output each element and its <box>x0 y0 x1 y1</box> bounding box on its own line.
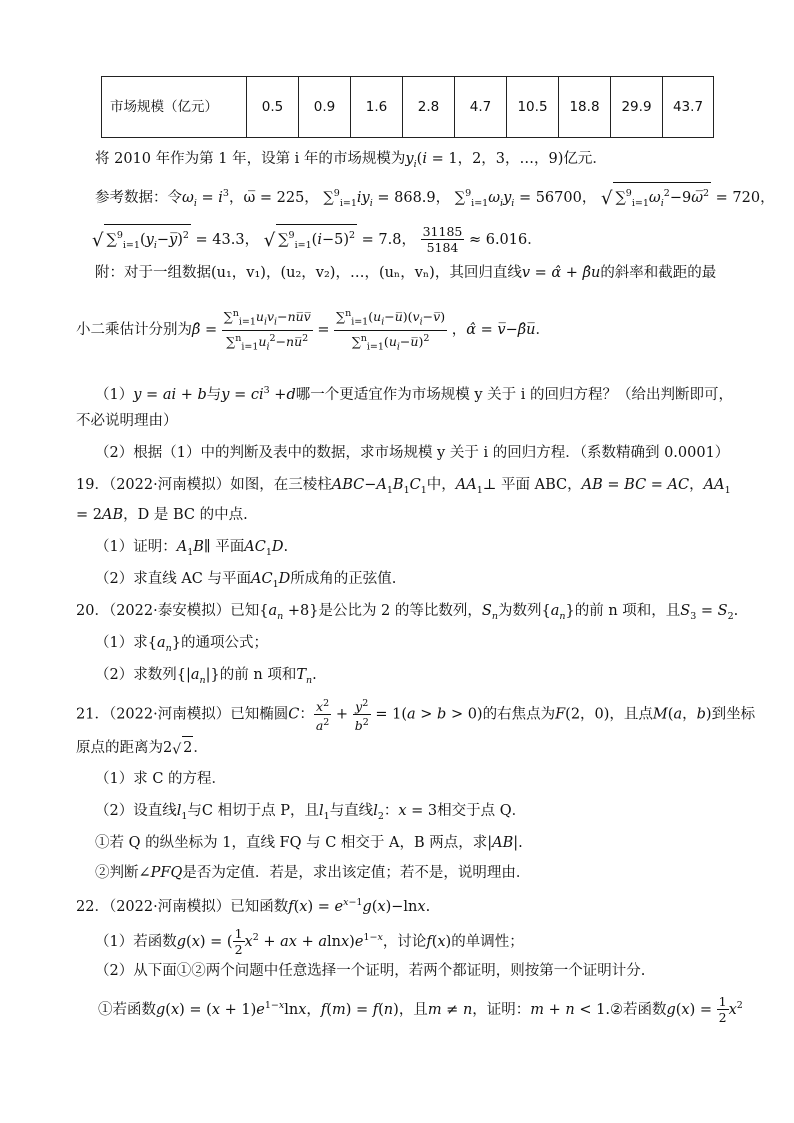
q21-stem-cont: 原点的距离为2√ 2． <box>76 736 794 761</box>
q21-choice1: ①若 Q 的纵坐标为 1，直线 FQ 与 C 相交于 A，B 两点，求|AB|. <box>95 835 523 851</box>
attach-line: 附：对于一组数据(u₁，v₁)，(u₂，v₂)，…，(uₙ，vₙ)，其回归直线v = α̂ + β̂u的斜率和截距的最 <box>95 265 717 281</box>
table-cell: 10.5 <box>507 77 559 138</box>
table-cell: 4.7 <box>455 77 507 138</box>
q22-part2: （2）从下面①②两个问题中任意选择一个证明，若两个都证明，则按第一个证明计分. <box>95 963 646 979</box>
least-squares-formula: 小二乘估计分别为β̂ = $\frac{\sum^n_{i=1}u_iv_i-nu̅v̅}{\sum^n_{i=1}u_i^2-nu̅^2}$ = $\frac{\sum^n_{i=1}(u_i-u̅)(v_i-v̅)}{\sum^n_{i=1}(u_i-u̅)^2}$ ，α̂ = v̅−β̂u̅． <box>76 308 550 353</box>
setup-line: 将 2010 年作为第 1 年，设第 i 年的市场规模为$y_i(i = 1$，2，3，…，9)亿元． <box>95 151 607 170</box>
q20-part1: （1）求$\{a_n\}$的通项公式； <box>95 635 268 654</box>
table-cell: 0.9 <box>299 77 351 138</box>
q22-choices: ①若函数$g(x) = (x + 1)e^{1-x}\ln x$，f(m) = f(n)，且m ≠ n，证明：m + n < 1.②若函数g(x) = $\frac{1}{2}$ $x^2$ <box>98 994 743 1026</box>
q18-part2: （2）根据（1）中的判断及表中的数据，求市场规模 y 关于 i 的回归方程．（系数精确到 0.0001） <box>95 445 730 461</box>
reference-data-line-1: 参考数据：令$\omega_i = i^3$，ω̅ = 225， $\sum^9_{i=1}iy_i = 868.9$， $\sum^9_{i=1}\omega_iy_i = 56700$， √ $\sum^9_{i=1}\omega_i^2-9\omega̅^2 = 720$， <box>95 182 794 215</box>
reference-data-line-2: √ $\sum^9_{i=1}(y_i-y̅)^2 = 43.3$， √ $\sum^9_{i=1}(i-5)^2 = 7.8$， $\frac{31185}{5184}$ ≈ 6.016． <box>92 224 542 256</box>
q22-part1: （1）若函数g(x) = ( $\frac{1}{2}$ $x^2$ + ax + $alnx)e^{1-x}$，讨论f(x)的单调性； <box>95 926 524 958</box>
q22-stem: 22．（2022·河南模拟）已知函数$f(x) = e^{x-1}g(x)-\ln x$. <box>76 897 431 915</box>
q19-part2: （2）求直线 AC 与平面$AC_1D$所成角的正弦值. <box>95 571 397 590</box>
table-cell: 29.9 <box>611 77 663 138</box>
market-size-table <box>101 76 714 138</box>
q19-stem: 19．（2022·河南模拟）如图，在三棱柱$ABC-A_1B_1C_1$中，$AA_1\perp$ 平面 ABC，AB = BC = AC，$AA_1$ <box>76 477 731 496</box>
table-cell: 1.6 <box>351 77 403 138</box>
q21-part2: （2）设直线$l_1$与C 相切于点 P，且$l_1$与直线$l_2$：x = 3相交于点 Q． <box>95 803 527 822</box>
table-cell: 0.5 <box>247 77 299 138</box>
table-header-cell: 市场规模（亿元） <box>102 77 247 138</box>
q18-part1: （1）y = ai + b与$y = ci^3 +d$哪一个更适宜作为市场规模 y 关于 i 的回归方程？（给出判断即可， <box>95 385 733 403</box>
q19-part1: （1）证明：$A_1B\parallel$ 平面$AC_1D$. <box>95 539 289 558</box>
table-row <box>102 77 714 138</box>
q20-part2: （2）求数列$\{|a_n|\}$的前 n 项和$T_n$. <box>95 667 317 686</box>
q19-stem-cont: = 2AB，D 是 BC 的中点. <box>76 507 248 523</box>
table-cell: 2.8 <box>403 77 455 138</box>
table-cell: 18.8 <box>559 77 611 138</box>
table-cell: 43.7 <box>663 77 714 138</box>
q21-choice2: ②判断∠PFQ是否为定值．若是，求出该定值；若不是，说明理由． <box>95 865 531 881</box>
q18-part1-cont: 不必说明理由） <box>76 413 178 429</box>
q21-part1: （1）求 C 的方程． <box>95 771 227 787</box>
q20-stem: 20．（2022·泰安模拟）已知$\{a_n +8\}$是公比为 2 的等比数列，$S_n$为数列$\{a_n\}$的前 n 项和，且$S_3 = S_2$. <box>76 603 739 622</box>
q21-stem: 21．（2022·河南模拟）已知椭圆C： $\frac{x^2}{a^2}$ + $\frac{y^2}{b^2}$ = 1(a > b > 0)的右焦点为F(2，0)，且点M(a，b)到坐标 <box>76 698 756 734</box>
